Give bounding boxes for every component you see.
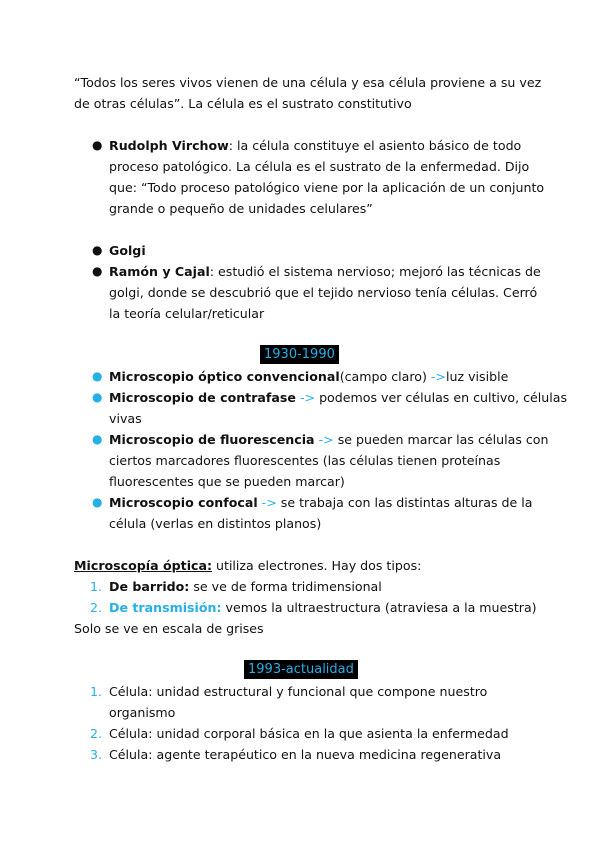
cell-def-2-line-1: Célula: unidad corporal básica en la que asienta la enfermedad	[109, 726, 509, 741]
arrow-icon: ->	[430, 369, 446, 384]
virchow-line-4: grande o pequeño de unidades celulares”	[109, 201, 373, 216]
cell-def-3-number: 3.	[90, 747, 103, 762]
microscope-4-line-2: célula (verlas en distintos planos)	[109, 516, 322, 531]
microscopy-text: utiliza electrones. Hay dos tipos:	[212, 558, 422, 573]
microscope-2-name: Microscopio de contrafase	[109, 390, 296, 405]
bullet-golgi: ●	[92, 243, 103, 257]
type-1-number: 1.	[90, 579, 103, 594]
microscope-1-name: Microscopio óptico convencional	[109, 369, 340, 384]
microscope-4-name: Microscopio confocal	[109, 495, 258, 510]
grayscale-note: Solo se ve en escala de grises	[74, 621, 264, 636]
cajal-text: : estudió el sistema nervioso; mejoró las técnicas de	[209, 264, 541, 279]
period-2-label: 1993-actualidad	[244, 660, 358, 679]
bullet-microscope-1: ●	[92, 369, 103, 383]
arrow-icon: ->	[299, 390, 316, 405]
bullet-cajal: ●	[92, 264, 103, 278]
virchow-line-2: proceso patológico. La célula es el sustrato de la enfermedad. Dijo	[109, 159, 530, 174]
virchow-text: : la célula constituye el asiento básico de todo	[228, 138, 522, 153]
type-2-number: 2.	[90, 600, 103, 615]
microscope-3-line-3: fluorescentes que se pueden marcar)	[109, 474, 345, 489]
cell-def-2-number: 2.	[90, 726, 103, 741]
cajal-line-1	[109, 261, 541, 282]
type-2-line: De transmisión: vemos la ultraestructura (atraviesa a la muestra)	[109, 600, 537, 615]
bullet-microscope-2: ●	[92, 390, 103, 404]
bullet-microscope-3: ●	[92, 432, 103, 446]
golgi-name: Golgi	[109, 243, 146, 258]
period-1-label: 1930-1990	[260, 345, 339, 364]
virchow-line-1	[109, 135, 521, 156]
microscope-2-line-1: Microscopio de contrafase -> podemos ver células en cultivo, células	[109, 390, 568, 405]
microscopy-title: Microscopía óptica:	[74, 558, 213, 573]
microscopy-heading-line	[74, 555, 421, 576]
microscope-4-line-1: Microscopio confocal -> se trabaja con las distintas alturas de la	[109, 495, 533, 510]
bullet-microscope-4: ●	[92, 495, 103, 509]
arrow-icon: ->	[261, 495, 277, 510]
microscope-2-line-2: vivas	[109, 411, 142, 426]
virchow-line-3: que: “Todo proceso patológico viene por la aplicación de un conjunto	[109, 180, 545, 195]
cajal-line-2: golgi, donde se descubrió que el tejido nervioso tenía células. Cerró	[109, 285, 538, 300]
microscope-3-line-1: Microscopio de fluorescencia -> se pueden marcar las células con	[109, 432, 549, 447]
microscope-3-name: Microscopio de fluorescencia	[109, 432, 315, 447]
type-2-name: De transmisión:	[109, 600, 222, 615]
intro-line-2: de otras células”. La célula es el sustrato constitutivo	[74, 96, 412, 111]
cell-def-1-number: 1.	[90, 684, 103, 699]
type-1-name: De barrido:	[109, 579, 190, 594]
cajal-line-3: la teoría celular/reticular	[109, 306, 265, 321]
virchow-name: Rudolph Virchow	[109, 138, 229, 153]
cell-def-1-line-1: Célula: unidad estructural y funcional que compone nuestro	[109, 684, 488, 699]
cajal-name: Ramón y Cajal	[109, 264, 210, 279]
microscope-1-line-1: Microscopio óptico convencional(campo claro) ->luz visible	[109, 369, 509, 384]
arrow-icon: ->	[318, 432, 334, 447]
microscope-3-line-2: ciertos marcadores fluorescentes (las células tienen proteínas	[109, 453, 501, 468]
bullet-virchow: ●	[92, 138, 103, 152]
type-1-line: De barrido: se ve de forma tridimensional	[109, 579, 382, 594]
cell-def-3-line-1: Célula: agente terapéutico en la nueva medicina regenerativa	[109, 747, 502, 762]
intro-line-1: “Todos los seres vivos vienen de una célula y esa célula proviene a su vez	[74, 75, 542, 90]
cell-def-1-line-2: organismo	[109, 705, 176, 720]
